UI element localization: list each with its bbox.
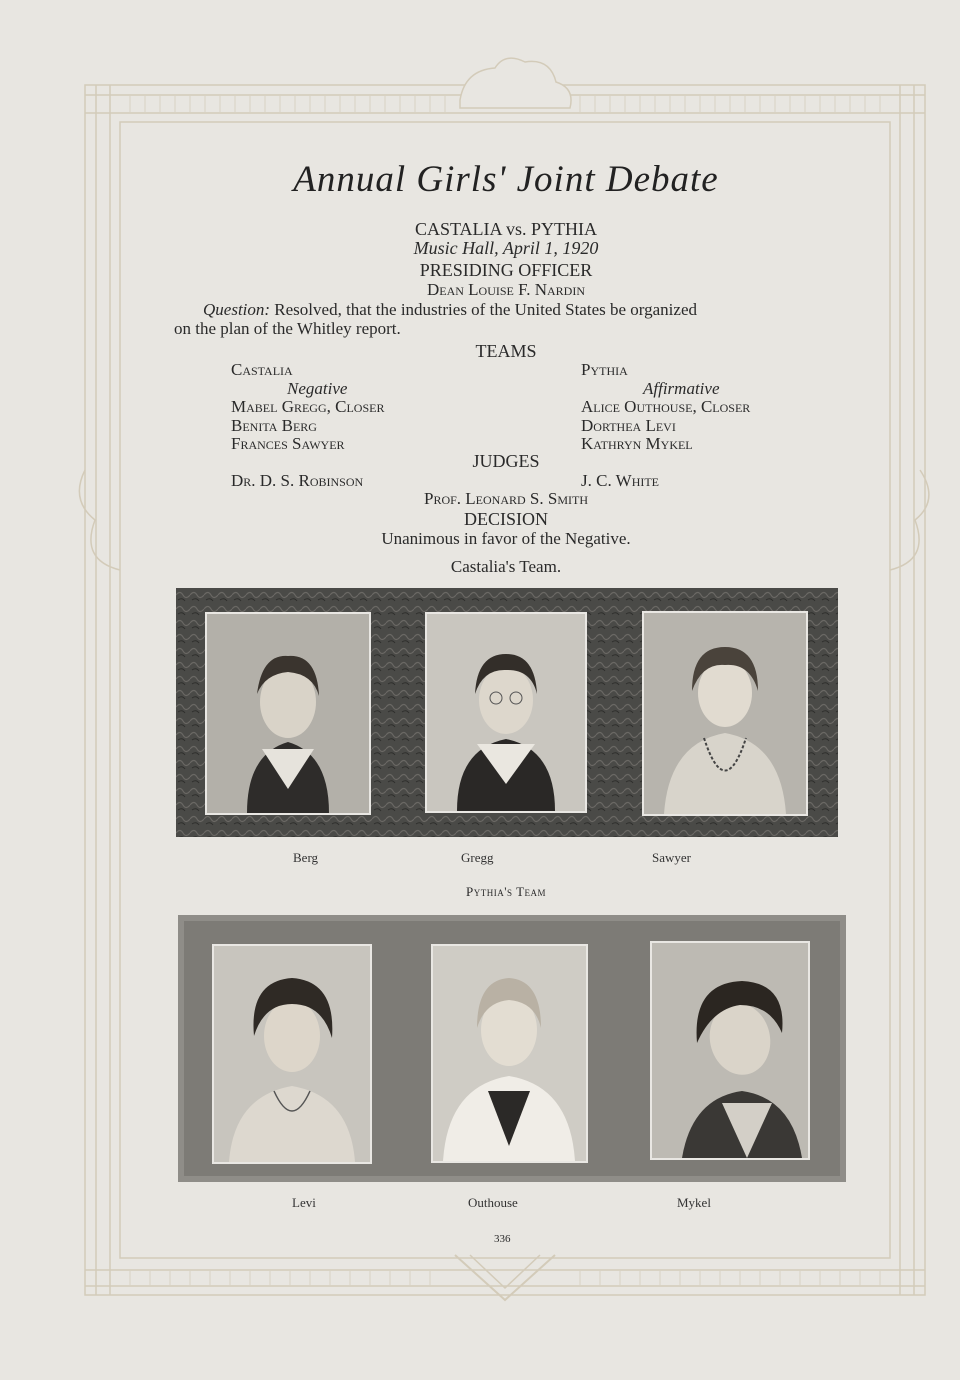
pythia-team-caption: Pythia's Team <box>465 884 547 899</box>
judge-name: Dr. D. S. Robinson <box>231 471 364 490</box>
portrait-levi <box>212 944 372 1164</box>
pythia-member: Dorthea Levi <box>581 415 676 435</box>
page-title: Annual Girls' Joint Debate <box>293 159 719 200</box>
pythia-member: Kathryn Mykel <box>581 434 693 453</box>
pythia-name: Pythia <box>581 360 628 379</box>
portrait-gregg <box>425 612 587 813</box>
photo-caption: Gregg <box>461 850 494 865</box>
castalia-photo-band <box>176 588 838 837</box>
photo-caption: Mykel <box>677 1195 711 1210</box>
photo-caption: Berg <box>293 850 319 865</box>
portrait-mykel <box>650 941 810 1160</box>
question-text: Resolved, that the industries of the United States be organized <box>274 300 697 319</box>
decision-text: Unanimous in favor of the Negative. <box>381 529 631 548</box>
venue-line: Music Hall, April 1, 1920 <box>413 238 599 258</box>
judge-name: J. C. White <box>581 471 660 490</box>
pythia-photo-band <box>178 915 846 1182</box>
portrait-sawyer <box>642 611 808 816</box>
castalia-member: Benita Berg <box>231 415 317 435</box>
pythia-team-list <box>581 361 750 454</box>
pythia-side: Affirmative <box>643 378 720 398</box>
judge-name: Prof. Leonard S. Smith <box>423 489 588 508</box>
castalia-name: Castalia <box>231 360 293 379</box>
photo-caption: Outhouse <box>468 1195 518 1210</box>
teams-heading: TEAMS <box>475 341 537 361</box>
photo-caption: Sawyer <box>652 850 691 865</box>
question-line-2: on the plan of the Whitley report. <box>174 319 401 338</box>
portrait-berg <box>205 612 371 815</box>
question-line-1 <box>203 300 697 320</box>
portrait-outhouse <box>431 944 588 1163</box>
question-label: Question: <box>203 300 271 319</box>
decision-heading: DECISION <box>464 509 548 529</box>
castalia-team-caption: Castalia's Team. <box>450 557 562 576</box>
pythia-member: Alice Outhouse, Closer <box>581 397 751 416</box>
castalia-member: Frances Sawyer <box>231 434 345 453</box>
photo-caption: Levi <box>292 1195 316 1210</box>
matchup-line: CASTALIA vs. PYTHIA <box>414 219 598 239</box>
castalia-team-list <box>231 361 384 454</box>
page-number: 336 <box>494 1233 511 1245</box>
castalia-member: Mabel Gregg, Closer <box>231 397 385 416</box>
castalia-side: Negative <box>287 378 348 398</box>
judges-heading: JUDGES <box>472 451 540 471</box>
presiding-name: Dean Louise F. Nardin <box>426 280 586 299</box>
presiding-heading: PRESIDING OFFICER <box>419 260 593 280</box>
